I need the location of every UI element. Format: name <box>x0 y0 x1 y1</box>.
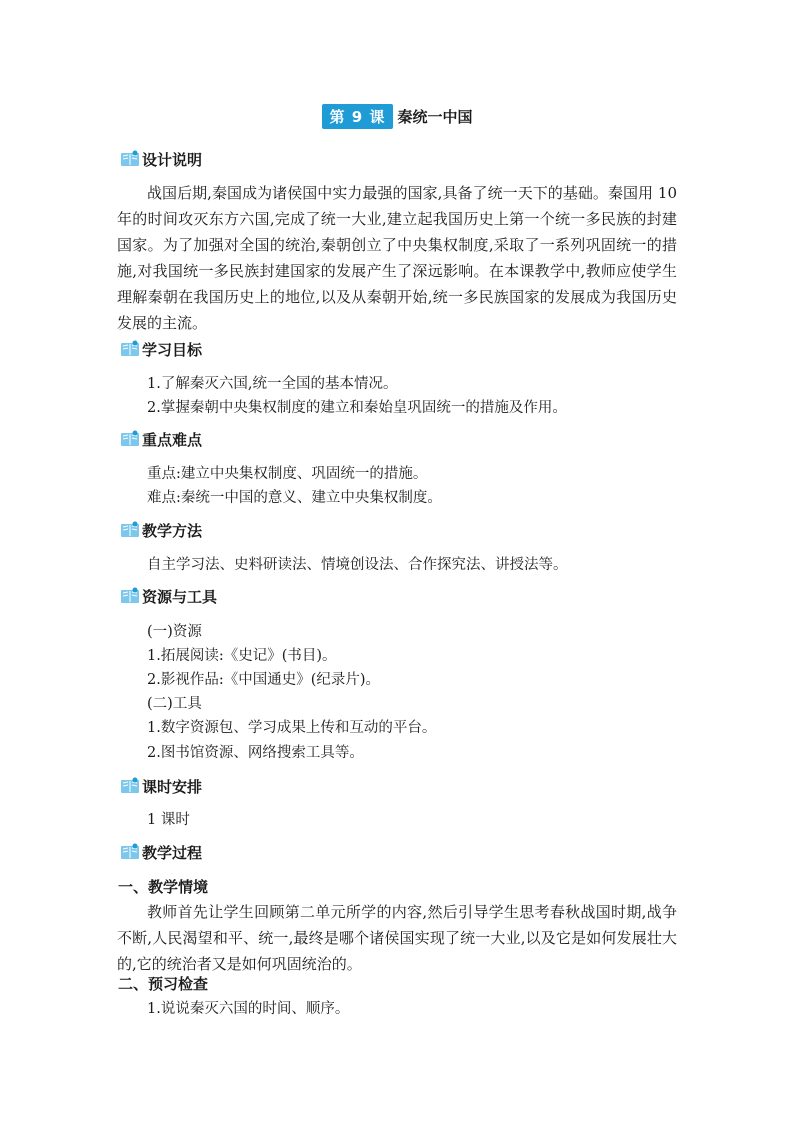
book-icon <box>120 777 140 795</box>
subsection-heading: 二、预习检查 <box>118 975 209 993</box>
list-item: 2.掌握秦朝中央集权制度的建立和秦始皇巩固统一的措施及作用。 <box>147 400 567 416</box>
list-item: 2.影视作品:《中国通史》(纪录片)。 <box>147 672 381 688</box>
list-item: (二)工具 <box>147 696 202 712</box>
book-icon <box>120 430 140 448</box>
subsection-heading: 一、教学情境 <box>118 878 209 896</box>
list-item: 1 课时 <box>147 812 190 828</box>
section-heading-resources <box>120 586 217 606</box>
book-icon <box>120 587 140 605</box>
section-label: 设计说明 <box>142 150 203 169</box>
book-icon <box>120 843 140 861</box>
section-heading-schedule <box>120 776 202 796</box>
list-item: 自主学习法、史料研读法、情境创设法、合作探究法、讲授法等。 <box>147 557 568 573</box>
design-paragraph: 战国后期,秦国成为诸侯国中实力最强的国家,具备了统一天下的基础。秦国用 10 年的时间攻灭东方六国,完成了统一大业,建立起我国历史上第一个统一多民族的封建国家。为了加强对全国的统治,秦朝创立了中央集权制度,采取了一系列巩固统一的措施,对我国统一多民族封建国家的发展产生了深远影响。在本课教学中,教师应使学生理解秦朝在我国历史上的地位,以及从秦朝开始,统一多民族国家的发展成为我国历史发展的主流。 <box>117 184 677 332</box>
section-label: 教学过程 <box>142 843 203 862</box>
section-label: 重点难点 <box>142 430 203 449</box>
book-icon <box>120 340 140 358</box>
section-label: 课时安排 <box>142 777 203 796</box>
lesson-header <box>0 104 794 129</box>
process-paragraph: 教师首先让学生回顾第二单元所学的内容,然后引导学生思考春秋战国时期,战争不断,人民渴望和平、统一,最终是哪个诸侯国实现了统一大业,以及它是如何发展壮大的,它的统治者又是如何巩固统治的。 <box>117 903 677 973</box>
section-label: 学习目标 <box>142 340 203 359</box>
section-heading-methods <box>120 520 202 540</box>
list-item: 1.了解秦灭六国,统一全国的基本情况。 <box>147 376 398 392</box>
book-icon <box>120 150 140 168</box>
section-heading-keypoints <box>120 429 202 449</box>
list-item: 重点:建立中央集权制度、巩固统一的措施。 <box>147 466 428 482</box>
list-item: 1.说说秦灭六国的时间、顺序。 <box>147 1001 350 1017</box>
section-label: 教学方法 <box>142 521 203 540</box>
list-item: 1.数字资源包、学习成果上传和互动的平台。 <box>147 720 437 736</box>
list-item: (一)资源 <box>147 624 202 640</box>
section-heading-process <box>120 842 202 862</box>
list-item: 2.图书馆资源、网络搜索工具等。 <box>147 745 364 761</box>
list-item: 1.拓展阅读:《史记》(书目)。 <box>147 648 337 664</box>
section-heading-design <box>120 149 202 169</box>
lesson-number-badge: 第 9 课 <box>322 104 394 129</box>
lesson-title: 秦统一中国 <box>397 108 473 126</box>
section-label: 资源与工具 <box>142 587 218 606</box>
book-icon <box>120 521 140 539</box>
list-item: 难点:秦统一中国的意义、建立中央集权制度。 <box>147 490 442 506</box>
section-heading-goals <box>120 339 202 359</box>
